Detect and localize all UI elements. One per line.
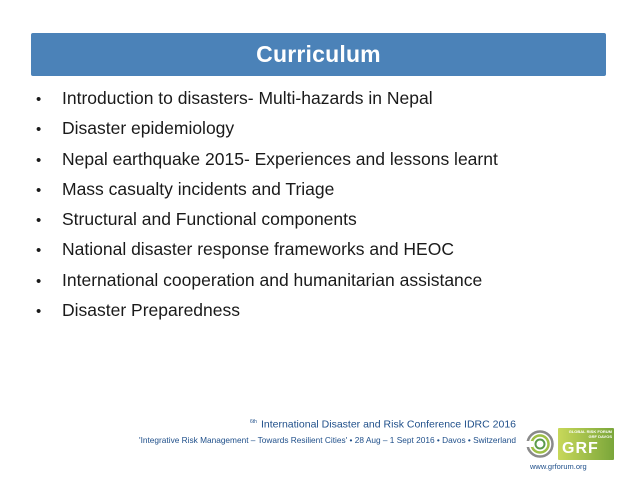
bullet-icon: • <box>36 181 42 199</box>
conference-title: International Disaster and Risk Conference IDRC 2016 <box>260 418 516 431</box>
list-item <box>36 118 498 148</box>
conference-footer <box>139 414 516 447</box>
grf-logo-small-text: GLOBAL RISK FORUM GRF DAVOS <box>568 429 612 439</box>
bullet-icon: • <box>36 121 42 139</box>
conference-line <box>139 414 516 433</box>
bullet-icon: • <box>36 272 42 290</box>
list-item <box>36 149 498 179</box>
list-item <box>36 270 498 300</box>
bullet-icon: • <box>36 212 42 230</box>
list-item <box>36 209 498 239</box>
bullet-text: Disaster epidemiology <box>62 118 235 139</box>
title-bar <box>31 33 606 76</box>
bullet-list <box>36 88 498 330</box>
grf-logo-text: GRF <box>562 440 599 457</box>
bullet-text: Disaster Preparedness <box>62 300 240 321</box>
list-item <box>36 88 498 118</box>
grf-logo <box>524 424 614 464</box>
website-url: www.grforum.org <box>530 462 587 471</box>
slide-title: Curriculum <box>256 41 381 67</box>
bullet-icon: • <box>36 303 42 321</box>
grf-emblem-icon <box>526 430 554 458</box>
list-item <box>36 239 498 269</box>
bullet-text: National disaster response frameworks and HEOC <box>62 239 454 260</box>
bullet-icon: • <box>36 91 42 108</box>
tagline-quote: 'Integrative Risk Management – Towards Resilient Cities' <box>139 434 348 445</box>
bullet-text: Structural and Functional components <box>62 209 357 230</box>
tagline-details: • 28 Aug – 1 Sept 2016 • Davos • Switzerland <box>347 434 516 445</box>
bullet-text: Nepal earthquake 2015- Experiences and lessons learnt <box>62 148 498 169</box>
bullet-text: Introduction to disasters- Multi-hazards in Nepal <box>62 88 433 108</box>
conference-tagline <box>139 433 516 447</box>
bullet-text: International cooperation and humanitarian assistance <box>62 269 483 290</box>
bullet-icon: • <box>36 151 42 169</box>
bullet-icon: • <box>36 242 42 260</box>
list-item <box>36 179 498 209</box>
conference-ordinal: 6th <box>250 419 257 425</box>
list-item <box>36 300 498 330</box>
bullet-text: Mass casualty incidents and Triage <box>62 178 335 199</box>
